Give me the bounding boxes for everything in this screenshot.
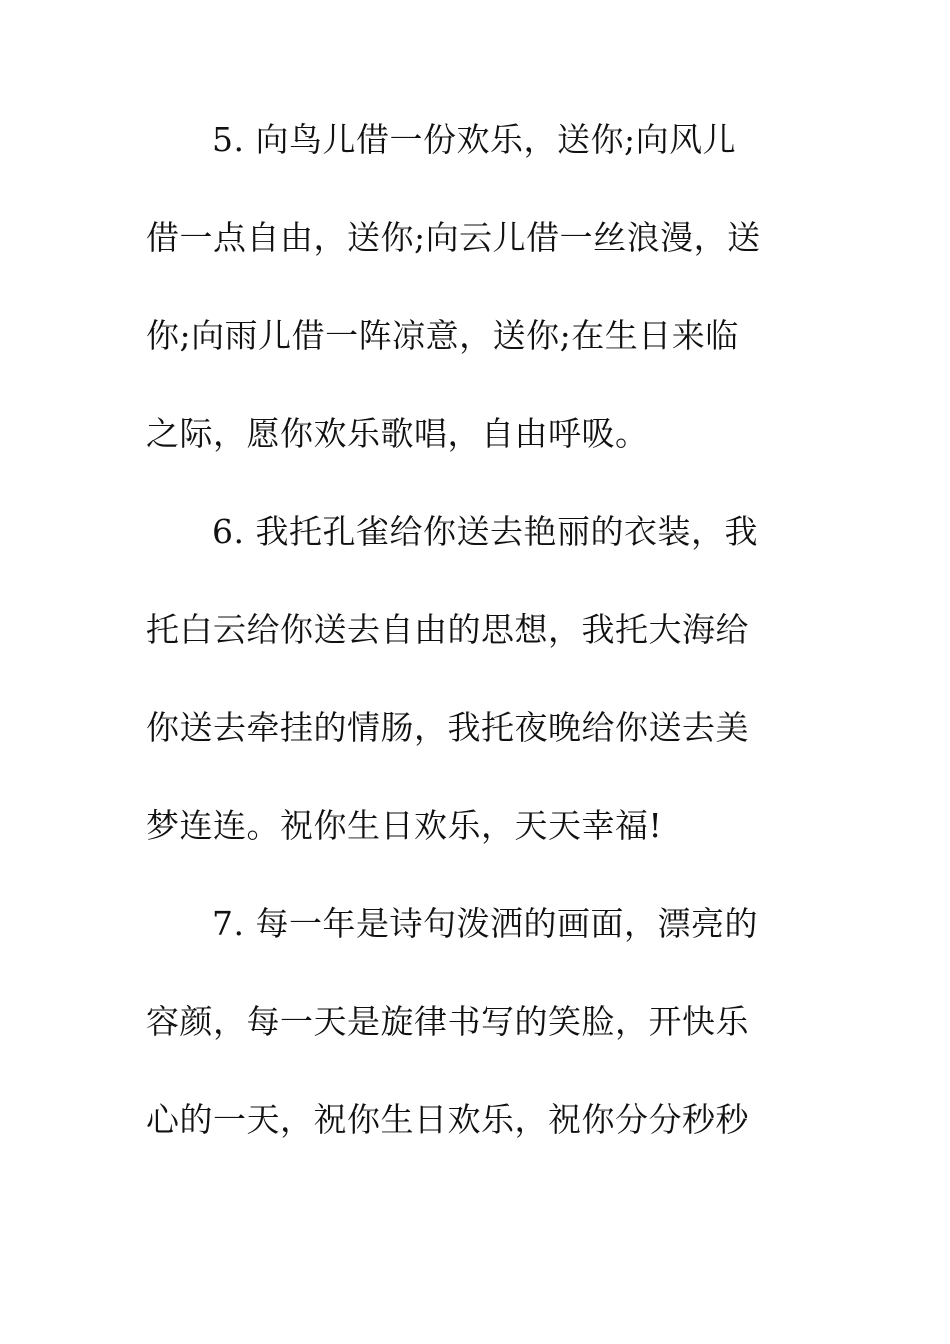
paragraph-6-line-2: 托白云给你送去自由的思想，我托大海给 (146, 610, 749, 649)
paragraph-6-line-1: 6. 我托孔雀给你送去艳丽的衣装，我 (212, 512, 758, 551)
paragraph-5-line-4: 之际，愿你欢乐歌唱，自由呼吸。 (146, 414, 649, 453)
paragraph-7-line-3: 心的一天，祝你生日欢乐，祝你分分秒秒 (146, 1100, 749, 1139)
body-text (146, 120, 806, 1202)
paragraph-6-line-3: 你送去牵挂的情肠，我托夜晚给你送去美 (146, 708, 749, 747)
paragraph-5-line-1: 5. 向鸟儿借一份欢乐，送你;向风儿 (212, 120, 737, 159)
paragraph-6-line-4: 梦连连。祝你生日欢乐，天天幸福! (146, 806, 663, 845)
paragraph-5-line-3: 你;向雨儿借一阵凉意，送你;在生日来临 (146, 316, 739, 355)
paragraph-7-line-1: 7. 每一年是诗句泼洒的画面，漂亮的 (212, 904, 758, 943)
paragraph-5-line-2: 借一点自由，送你;向云儿借一丝浪漫，送 (146, 218, 761, 257)
paragraph-7-line-2: 容颜，每一天是旋律书写的笑脸，开快乐 (146, 1002, 749, 1041)
